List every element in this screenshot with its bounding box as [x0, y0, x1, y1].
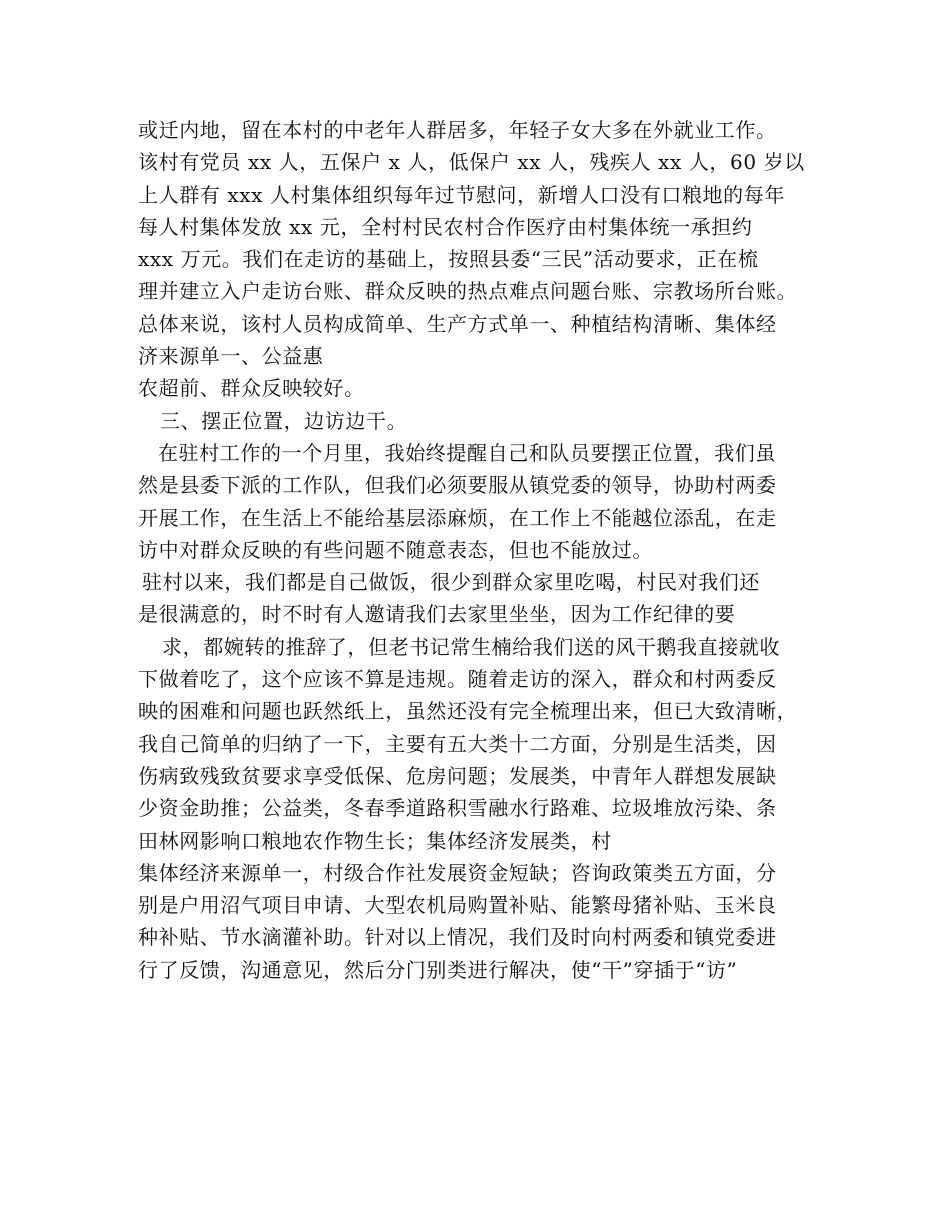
text-line: 开展工作，在生活上不能给基层添麻烦，在工作上不能越位添乱，在走	[138, 505, 777, 530]
text-line: 访中对群众反映的有些问题不随意表态，但也不能放过。	[138, 537, 653, 562]
text-line: 济来源单一、公益惠	[138, 344, 324, 369]
text-line: 别是户用沼气项目申请、大型农机局购置补贴、能繁母猪补贴、玉米良	[138, 893, 777, 918]
text-line: 在驻村工作的一个月里，我始终提醒自己和队员要摆正位置，我们虽	[158, 440, 776, 465]
text-line: xxx 万元。我们在走访的基础上，按照县委“三民”活动要求，正在梳	[138, 247, 759, 272]
body-text	[138, 114, 838, 986]
text-line: 映的困难和问题也跃然纸上，虽然还没有完全梳理出来，但已大致清晰，	[138, 699, 798, 724]
text-line: 每人村集体发放 xx 元，全村村民农村合作医疗由村集体统一承担约	[138, 214, 753, 239]
text-line: 农超前、群众反映较好。	[138, 376, 365, 401]
text-line: 然是县委下派的工作队，但我们必须要服从镇党委的领导，协助村两委	[138, 473, 777, 498]
text-line: 上人群有 xxx 人村集体组织每年过节慰问，新增人口没有口粮地的每年	[138, 182, 785, 207]
text-line: 总体来说，该村人员构成简单、生产方式单一、种植结构清晰、集体经	[138, 311, 777, 336]
text-line: 该村有党员 xx 人，五保户 x 人，低保户 xx 人，残疾人 xx 人，60 岁以	[138, 150, 805, 175]
text-line: 我自己简单的归纳了一下，主要有五大类十二方面，分别是生活类，因	[138, 731, 777, 756]
text-line: 求，都婉转的推辞了，但老书记常生楠给我们送的风干鹅我直接就收	[162, 634, 780, 659]
text-line: 伤病致残致贫要求享受低保、危房问题；发展类，中青年人群想发展缺	[138, 763, 777, 788]
text-line: 是很满意的，时不时有人邀请我们去家里坐坐，因为工作纪律的要	[138, 602, 736, 627]
text-line: 理并建立入户走访台账、群众反映的热点难点问题台账、宗教场所台账。	[138, 279, 798, 304]
text-line: 或迁内地，留在本村的中老年人群居多，年轻子女大多在外就业工作。	[138, 118, 777, 142]
text-line: 驻村以来，我们都是自己做饭，很少到群众家里吃喝，村民对我们还	[142, 570, 760, 595]
section-heading: 三、摆正位置，边访边干。	[160, 408, 408, 433]
text-line: 集体经济来源单一，村级合作社发展资金短缺；咨询政策类五方面，分	[138, 860, 777, 885]
text-line: 田林网影响口粮地农作物生长；集体经济发展类，村	[138, 828, 612, 853]
text-line: 下做着吃了，这个应该不算是违规。随着走访的深入，群众和村两委反	[138, 667, 777, 692]
text-line: 少资金助推；公益类，冬春季道路积雪融水行路难、垃圾堆放污染、条	[138, 796, 777, 821]
text-line: 种补贴、节水滴灌补助。针对以上情况，我们及时向村两委和镇党委进	[138, 925, 777, 950]
text-line: 行了反馈，沟通意见，然后分门别类进行解决，使“干”穿插于“访”	[138, 957, 738, 982]
